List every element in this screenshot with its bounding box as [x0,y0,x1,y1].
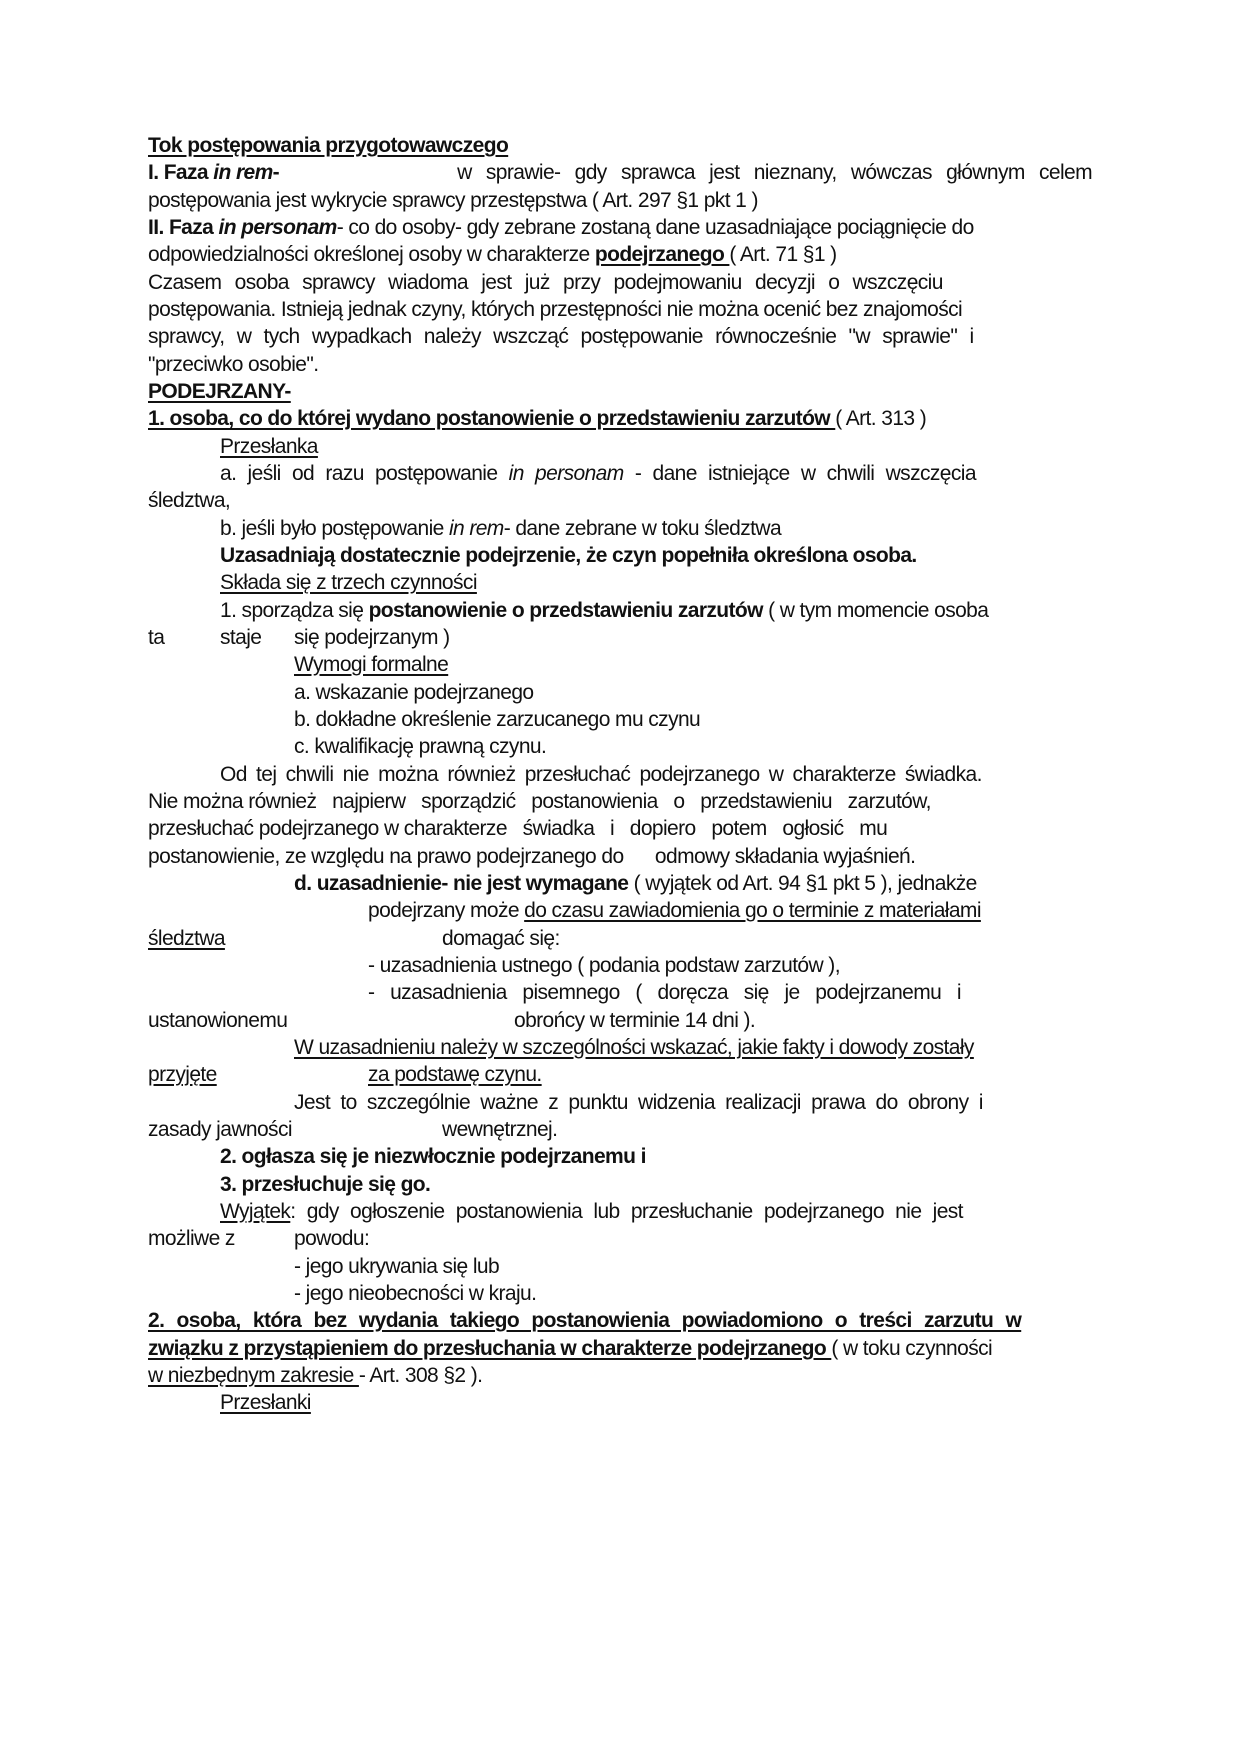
d-line1: d. uzasadnienie- nie jest wymagane ( wyjątek od Art. 94 §1 pkt 5 ), jednakże [294,872,977,895]
wymogi-item-a: a. wskazanie podejrzanego [294,681,534,704]
podejrzanego-term: podejrzanego [594,243,730,266]
czasem-line4: "przeciwko osobie". [148,353,319,376]
od-tej-line4: postanowienie, ze względu na prawo podejrzanego do odmowy składania wyjaśnień. [148,845,916,868]
sklada-label: Składa się z trzech czynności [220,571,477,594]
reason-2: - jego nieobecności w kraju. [294,1282,537,1305]
przeslanka-b: b. jeśli było postępowanie in rem- dane zebrane w toku śledztwa [220,517,782,540]
przeslanka-a-cont: śledztwa, [148,489,231,512]
czasem-line1: Czasem osoba sprawcy wiadoma jest już przy podejmowaniu decyzji o wszczęciu [148,271,943,294]
item2-line1: 2. osoba, która bez wydania takiego postanowienia powiadomiono o treści zarzutu w [148,1309,1022,1332]
item2-line2: związku z przystąpieniem do przesłuchania w charakterze podejrzanego ( w toku czynności [148,1337,993,1360]
uzasadnienie-ustne: - uzasadnienia ustnego ( podania podstaw zarzutów ), [368,954,840,977]
phase1-line2: postępowania jest wykrycie sprawcy przestępstwa ( Art. 297 §1 pkt 1 ) [148,189,758,212]
jest-to-line: Jest to szczególnie ważne z punktu widzenia realizacji prawa do obrony i [294,1091,983,1114]
phase2-line1: II. Faza in personam- co do osoby- gdy zebrane zostaną dane uzasadniające pociągnięcie do [148,216,974,239]
phase1-label: I. Faza [148,161,208,184]
step2-line: 2. ogłasza się je niezwłocznie podejrzanemu i [220,1145,646,1168]
item1-heading: 1. osoba, co do której wydano postanowienie o przedstawieniu zarzutów ( Art. 313 ) [148,407,927,430]
od-tej-line3: przesłuchać podejrzanego w charakterze świadka i dopiero potem ogłosić mu [148,817,888,840]
od-tej-line2: Nie można również najpierw sporządzić postanowienia o przedstawieniu zarzutów, [148,790,931,813]
d-line2: podejrzany może do czasu zawiadomienia go o terminie z materiałami [368,899,981,922]
przeslanka-a: a. jeśli od razu postępowanie in personam - dane istniejące w chwili wszczęcia [220,462,976,485]
phase2-line2: odpowiedzialności określonej osoby w charakterze podejrzanego ( Art. 71 §1 ) [148,243,837,266]
przeslanka-label: Przesłanka [220,435,318,458]
phase1-text: w sprawie- gdy sprawca jest nieznany, wówczas głównym celem [457,161,1092,184]
wyjatek-line: Wyjątek: gdy ogłoszenie postanowienia lub przesłuchanie podejrzanego nie jest [220,1200,963,1223]
w-uzasadnieniu-line: W uzasadnieniu należy w szczególności wskazać, jakie fakty i dowody zostały [294,1036,974,1059]
wymogi-label: Wymogi formalne [294,653,449,676]
od-tej-line1: Od tej chwili nie można również przesłuchać podejrzanego w charakterze świadka. [220,763,982,786]
uzasadniaja-line: Uzasadniają dostatecznie podejrzenie, że czyn popełniła określona osoba. [220,544,917,567]
wymogi-item-c: c. kwalifikację prawną czynu. [294,735,547,758]
step3-line: 3. przesłuchuje się go. [220,1173,431,1196]
czasem-line3: sprawcy, w tych wypadkach należy wszcząć postępowanie równocześnie "w sprawie" i [148,325,974,348]
step1-line: 1. sporządza się postanowienie o przedstawieniu zarzutów ( w tym momencie osoba [220,599,989,622]
reason-1: - jego ukrywania się lub [294,1255,500,1278]
document-title [148,131,1092,161]
item1-ref: ( Art. 313 ) [835,407,927,430]
przeslanki-label: Przesłanki [220,1391,311,1414]
phase2-label: II. Faza [148,216,214,239]
czasem-line2: postępowania. Istnieją jednak czyny, których przestępności nie można ocenić bez znajomości [148,298,963,321]
wymogi-item-b: b. dokładne określenie zarzucanego mu czynu [294,708,701,731]
phase2-term: in personam [218,216,337,239]
phase1-line1: I. Faza in rem- w sprawie- gdy sprawca jest nieznany, wówczas głównym celem [148,158,1092,188]
uzasadnienie-pisemne: - uzasadnienia pisemnego ( doręcza się je podejrzanemu i [368,981,961,1004]
document-page: Tok postępowania przygotowawczego I. Faza in rem- w sprawie- gdy sprawca jest nieznany, wówczas głównym celem postępowania jest wykrycie sprawcy przestępstwa ( Art. 297 §1 pkt 1 ) II. Faza in personam- co do osoby- gdy zebrane zostaną dane uzasadniające pociągnięcie do odpowiedzialności określonej osoby w charakterze podejrzanego ( Art. 71 §1 ) Czasem osoba sprawcy wiadoma jest już przy podejmowaniu decyzji o wszczęciu postępowania. Istnieją jednak czyny, których przestępności nie można ocenić bez znajomości sprawcy, w tych wypadkach należy wszcząć postępowanie równocześnie "w sprawie" i "przeciwko osobie". PODEJRZANY- 1. osoba, co do której wydano postanowienie o przedstawieniu zarzutów ( Art. 313 ) Przesłanka a. jeśli od razu postępowanie in personam - dane istniejące w chwili wszczęcia śledztwa, b. jeśli było postępowanie in rem- dane zebrane w toku śledztwa Uzasadniają dostatecznie podejrzenie, że czyn popełniła określona osoba. Składa się z trzech czynności 1. sporządza się postanowienie o przedstawieniu zarzutów ( w tym momencie osoba ta staje się podejrzanym ) Wymogi formalne a. wskazanie podejrzanego b. dokładne określenie zarzucanego mu czynu c. kwalifikację prawną czynu. Od tej chwili nie można również przesłuchać podejrzanego w charakterze świadka. Nie można również najpierw sporządzić postanowienia o przedstawieniu zarzutów, przesłuchać podejrzanego w charakterze świadka i dopiero potem ogłosić mu postanowienie, ze względu na prawo podejrzanego do odmowy składania wyjaśnień. d. uzasadnienie- nie jest wymagane ( wyjątek od Art. 94 §1 pkt 5 ), jednakże podejrzany może do czasu zawiadomienia go o terminie z materiałami śledztwa domagać się: - uzasadnienia ustnego ( podania podstaw zarzutów ), - uzasadnienia pisemnego ( doręcza się je podejrzanemu i ustanowionemu obrońcy w terminie 14 dni ). W uzasadnieniu należy w szczególności wskazać, jakie fakty i dowody zostały przyjęte za podstawę czynu. Jest to szczególnie ważne z punktu widzenia realizacji prawa do obrony i zasady jawności wewnętrznej. 2. ogłasza się je niezwłocznie podejrzanemu i 3. przesłuchuje się go. Wyjątek: gdy ogłoszenie postanowienia lub przesłuchanie podejrzanego nie jest możliwe z powodu: - jego ukrywania się lub - jego nieobecności w kraju. 2. osoba, która bez wydania takiego postanowienia powiadomiono o treści zarzutu w związku z przystąpieniem do przesłuchania w charakterze podejrzanego ( w toku czynności w niezbędnym zakresie - Art. 308 §2 ). Przesłanki [0,0,1240,1754]
podejrzany-heading: PODEJRZANY- [148,380,291,403]
phase1-term: in rem [213,161,273,184]
item2-line3: w niezbędnym zakresie - Art. 308 §2 ). [148,1364,483,1387]
title-text: Tok postępowania przygotowawczego [148,134,509,157]
